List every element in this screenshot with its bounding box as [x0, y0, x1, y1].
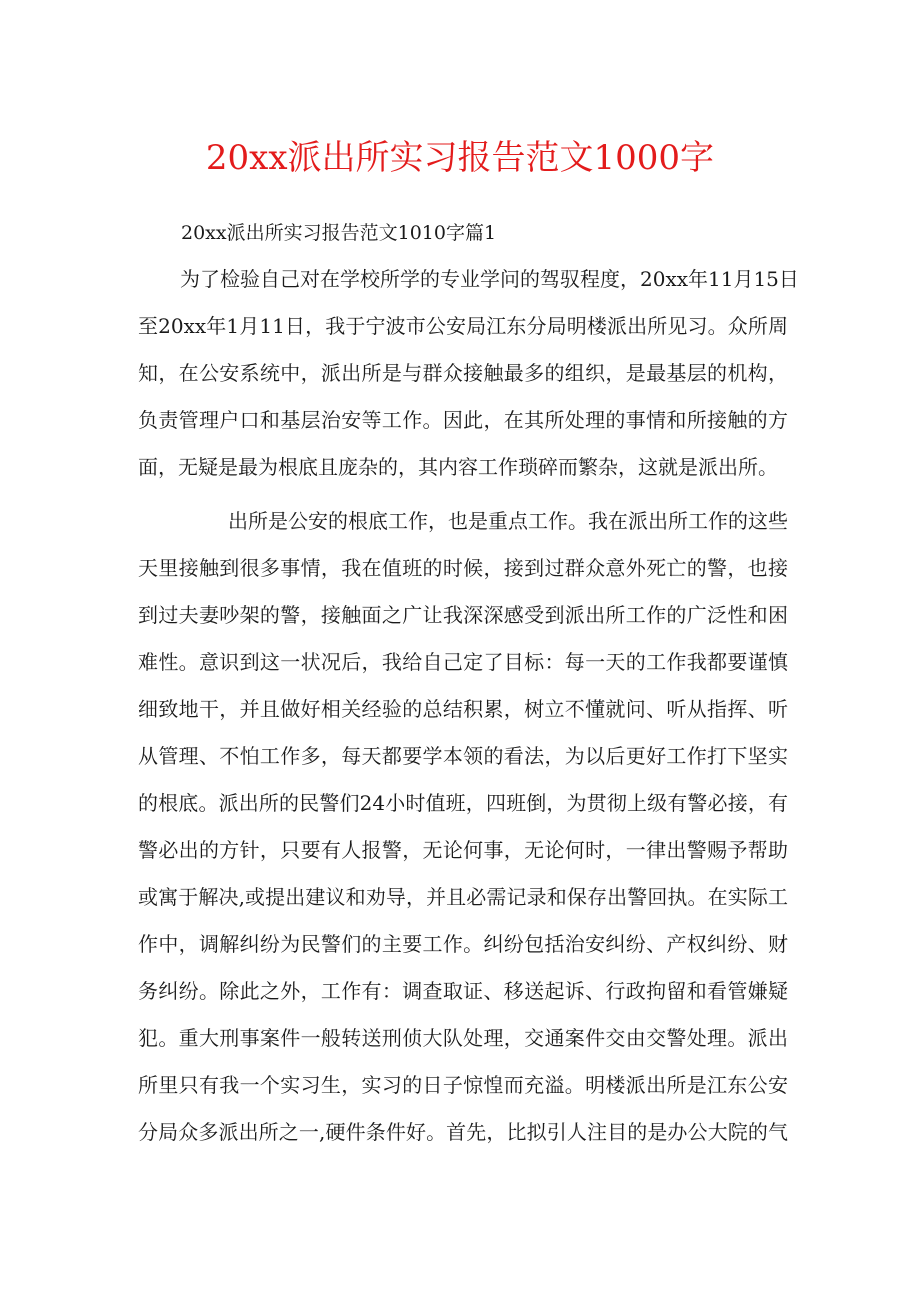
paragraph-line: 难性。意识到这一状况后，我给自己定了目标：每一天的工作我都要谨慎 — [138, 650, 788, 674]
paragraph-line: 至20xx年1月11日，我于宁波市公安局江东分局明楼派出所见习。众所周 — [138, 314, 788, 338]
paragraph-line: 负责管理户口和基层治安等工作。因此，在其所处理的事情和所接触的方 — [138, 408, 788, 432]
paragraph-line: 知，在公安系统中，派出所是与群众接触最多的组织，是最基层的机构， — [138, 361, 788, 385]
paragraph-line: 务纠纷。除此之外，工作有：调查取证、移送起诉、行政拘留和看管嫌疑 — [138, 979, 788, 1003]
paragraph-line: 犯。重大刑事案件一般转送刑侦大队处理，交通案件交由交警处理。派出 — [138, 1026, 788, 1050]
paragraph-line: 细致地干，并且做好相关经验的总结积累，树立不懂就问、听从指挥、听 — [138, 697, 788, 721]
section-heading: 20xx派出所实习报告范文1010字篇1 — [181, 222, 497, 244]
paragraph-line: 所里只有我一个实习生，实习的日子惊惶而充溢。明楼派出所是江东公安 — [138, 1073, 788, 1097]
paragraph-2 — [138, 498, 788, 1156]
paragraph-line: 警必出的方针，只要有人报警，无论何事，无论何时，一律出警赐予帮助 — [138, 838, 788, 862]
paragraph-line: 或寓于解决,或提出建议和劝导，并且必需记录和保存出警回执。在实际工 — [138, 885, 788, 909]
paragraph-line: 作中，调解纠纷为民警们的主要工作。纠纷包括治安纠纷、产权纠纷、财 — [138, 932, 788, 956]
paragraph-line: 出所是公安的根底工作，也是重点工作。我在派出所工作的这些 — [228, 509, 788, 533]
paragraph-line: 到过夫妻吵架的警，接触面之广让我深深感受到派出所工作的广泛性和困 — [138, 603, 788, 627]
paragraph-1 — [138, 256, 799, 491]
paragraph-line: 从管理、不怕工作多，每天都要学本领的看法，为以后更好工作打下坚实 — [138, 744, 788, 768]
paragraph-line: 面，无疑是最为根底且庞杂的，其内容工作琐碎而繁杂，这就是派出所。 — [138, 455, 778, 479]
paragraph-line: 为了检验自己对在学校所学的专业学问的驾驭程度，20xx年11月15日 — [180, 267, 799, 291]
paragraph-line: 的根底。派出所的民警们24小时值班，四班倒，为贯彻上级有警必接，有 — [138, 791, 788, 815]
document-title: 20xx派出所实习报告范文1000字 — [205, 138, 715, 178]
paragraph-line: 天里接触到很多事情，我在值班的时候，接到过群众意外死亡的警，也接 — [138, 556, 788, 580]
paragraph-line: 分局众多派出所之一,硬件条件好。首先，比拟引人注目的是办公大院的气 — [138, 1120, 788, 1144]
